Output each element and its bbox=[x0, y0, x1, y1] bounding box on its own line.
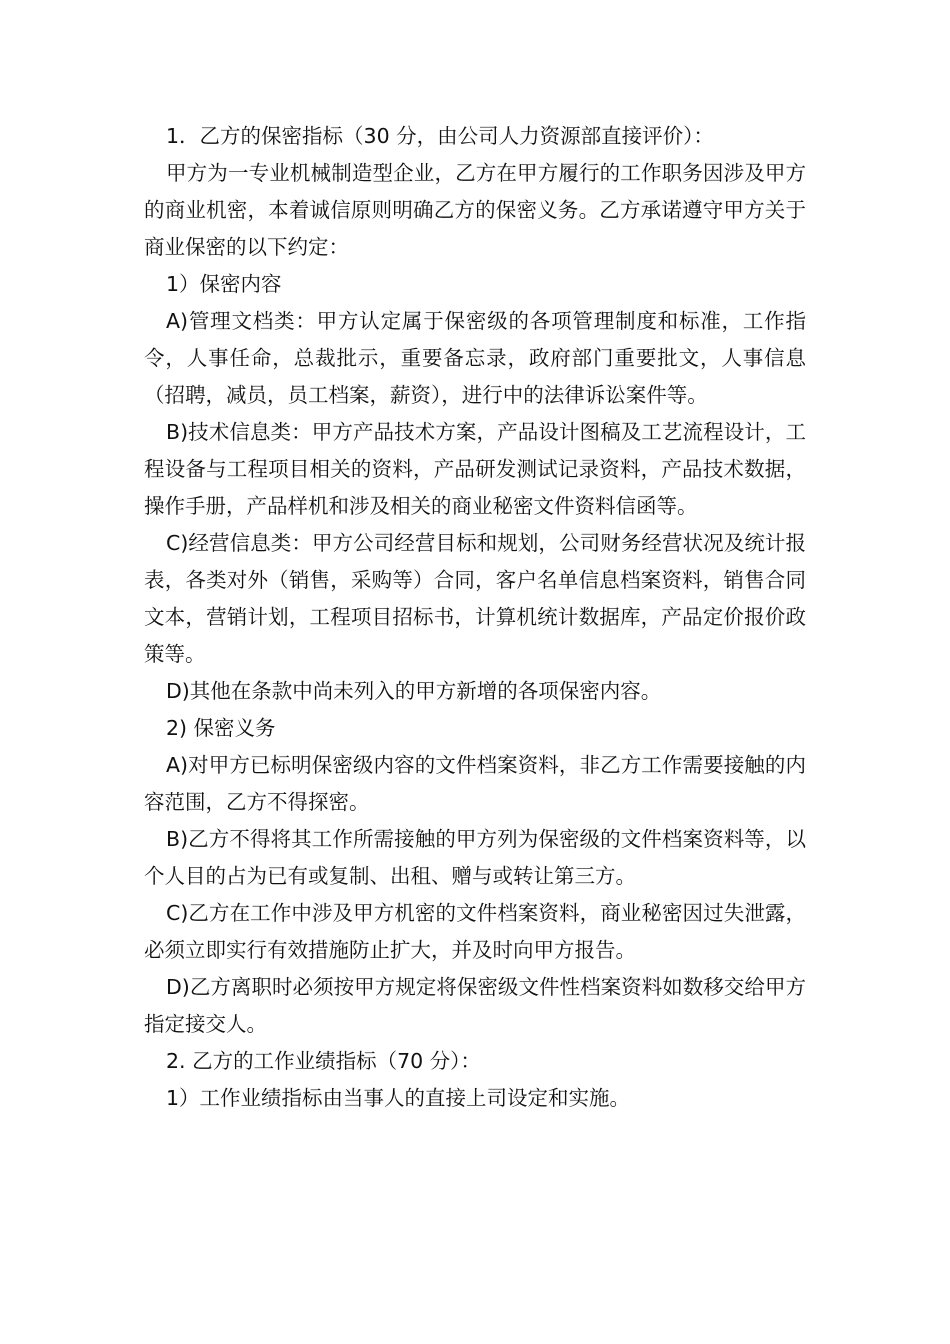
duty-c: C)乙方在工作中涉及甲方机密的文件档案资料，商业秘密因过失泄露，必须立即实行有效措施防止扩大，并及时向甲方报告。 bbox=[144, 901, 806, 962]
item-d-other-content: D)其他在条款中尚未列入的甲方新增的各项保密内容。 bbox=[166, 679, 662, 703]
item-a-management-docs: A)管理文档类：甲方认定属于保密级的各项管理制度和标准，工作指令，人事任命，总裁批示，重要备忘录，政府部门重要批文，人事信息（招聘，减员，员工档案，薪资），进行中的法律诉讼案件等。 bbox=[144, 309, 806, 407]
item-b-technical-info: B)技术信息类：甲方产品技术方案，产品设计图稿及工艺流程设计，工程设备与工程项目相关的资料，产品研发测试记录资料，产品技术数据，操作手册，产品样机和涉及相关的商业秘密文件资料信函等。 bbox=[144, 420, 806, 518]
duty-b: B)乙方不得将其工作所需接触的甲方列为保密级的文件档案资料等，以个人目的占为已有或复制、出租、赠与或转让第三方。 bbox=[144, 827, 806, 888]
duty-d: D)乙方离职时必须按甲方规定将保密级文件性档案资料如数移交给甲方指定接交人。 bbox=[144, 975, 806, 1036]
intro-paragraph: 甲方为一专业机械制造型企业，乙方在甲方履行的工作职务因涉及甲方的商业机密，本着诚信原则明确乙方的保密义务。乙方承诺遵守甲方关于商业保密的以下约定： bbox=[144, 161, 806, 259]
section-1-heading: 1．乙方的保密指标（30 分，由公司人力资源部直接评价）： bbox=[166, 124, 714, 148]
subsection-2-heading: 2) 保密义务 bbox=[166, 716, 276, 740]
section-2-heading: 2. 乙方的工作业绩指标（70 分）： bbox=[166, 1049, 481, 1073]
performance-item-1: 1）工作业绩指标由当事人的直接上司设定和实施。 bbox=[166, 1086, 631, 1110]
document-body bbox=[144, 118, 806, 1117]
subsection-1-heading: 1）保密内容 bbox=[166, 272, 282, 296]
item-c-business-info: C)经营信息类：甲方公司经营目标和规划，公司财务经营状况及统计报表，各类对外（销售，采购等）合同，客户名单信息档案资料，销售合同文本，营销计划，工程项目招标书，计算机统计数据库，产品定价报价政策等。 bbox=[144, 531, 806, 666]
duty-a: A)对甲方已标明保密级内容的文件档案资料，非乙方工作需要接触的内容范围，乙方不得探密。 bbox=[144, 753, 806, 814]
